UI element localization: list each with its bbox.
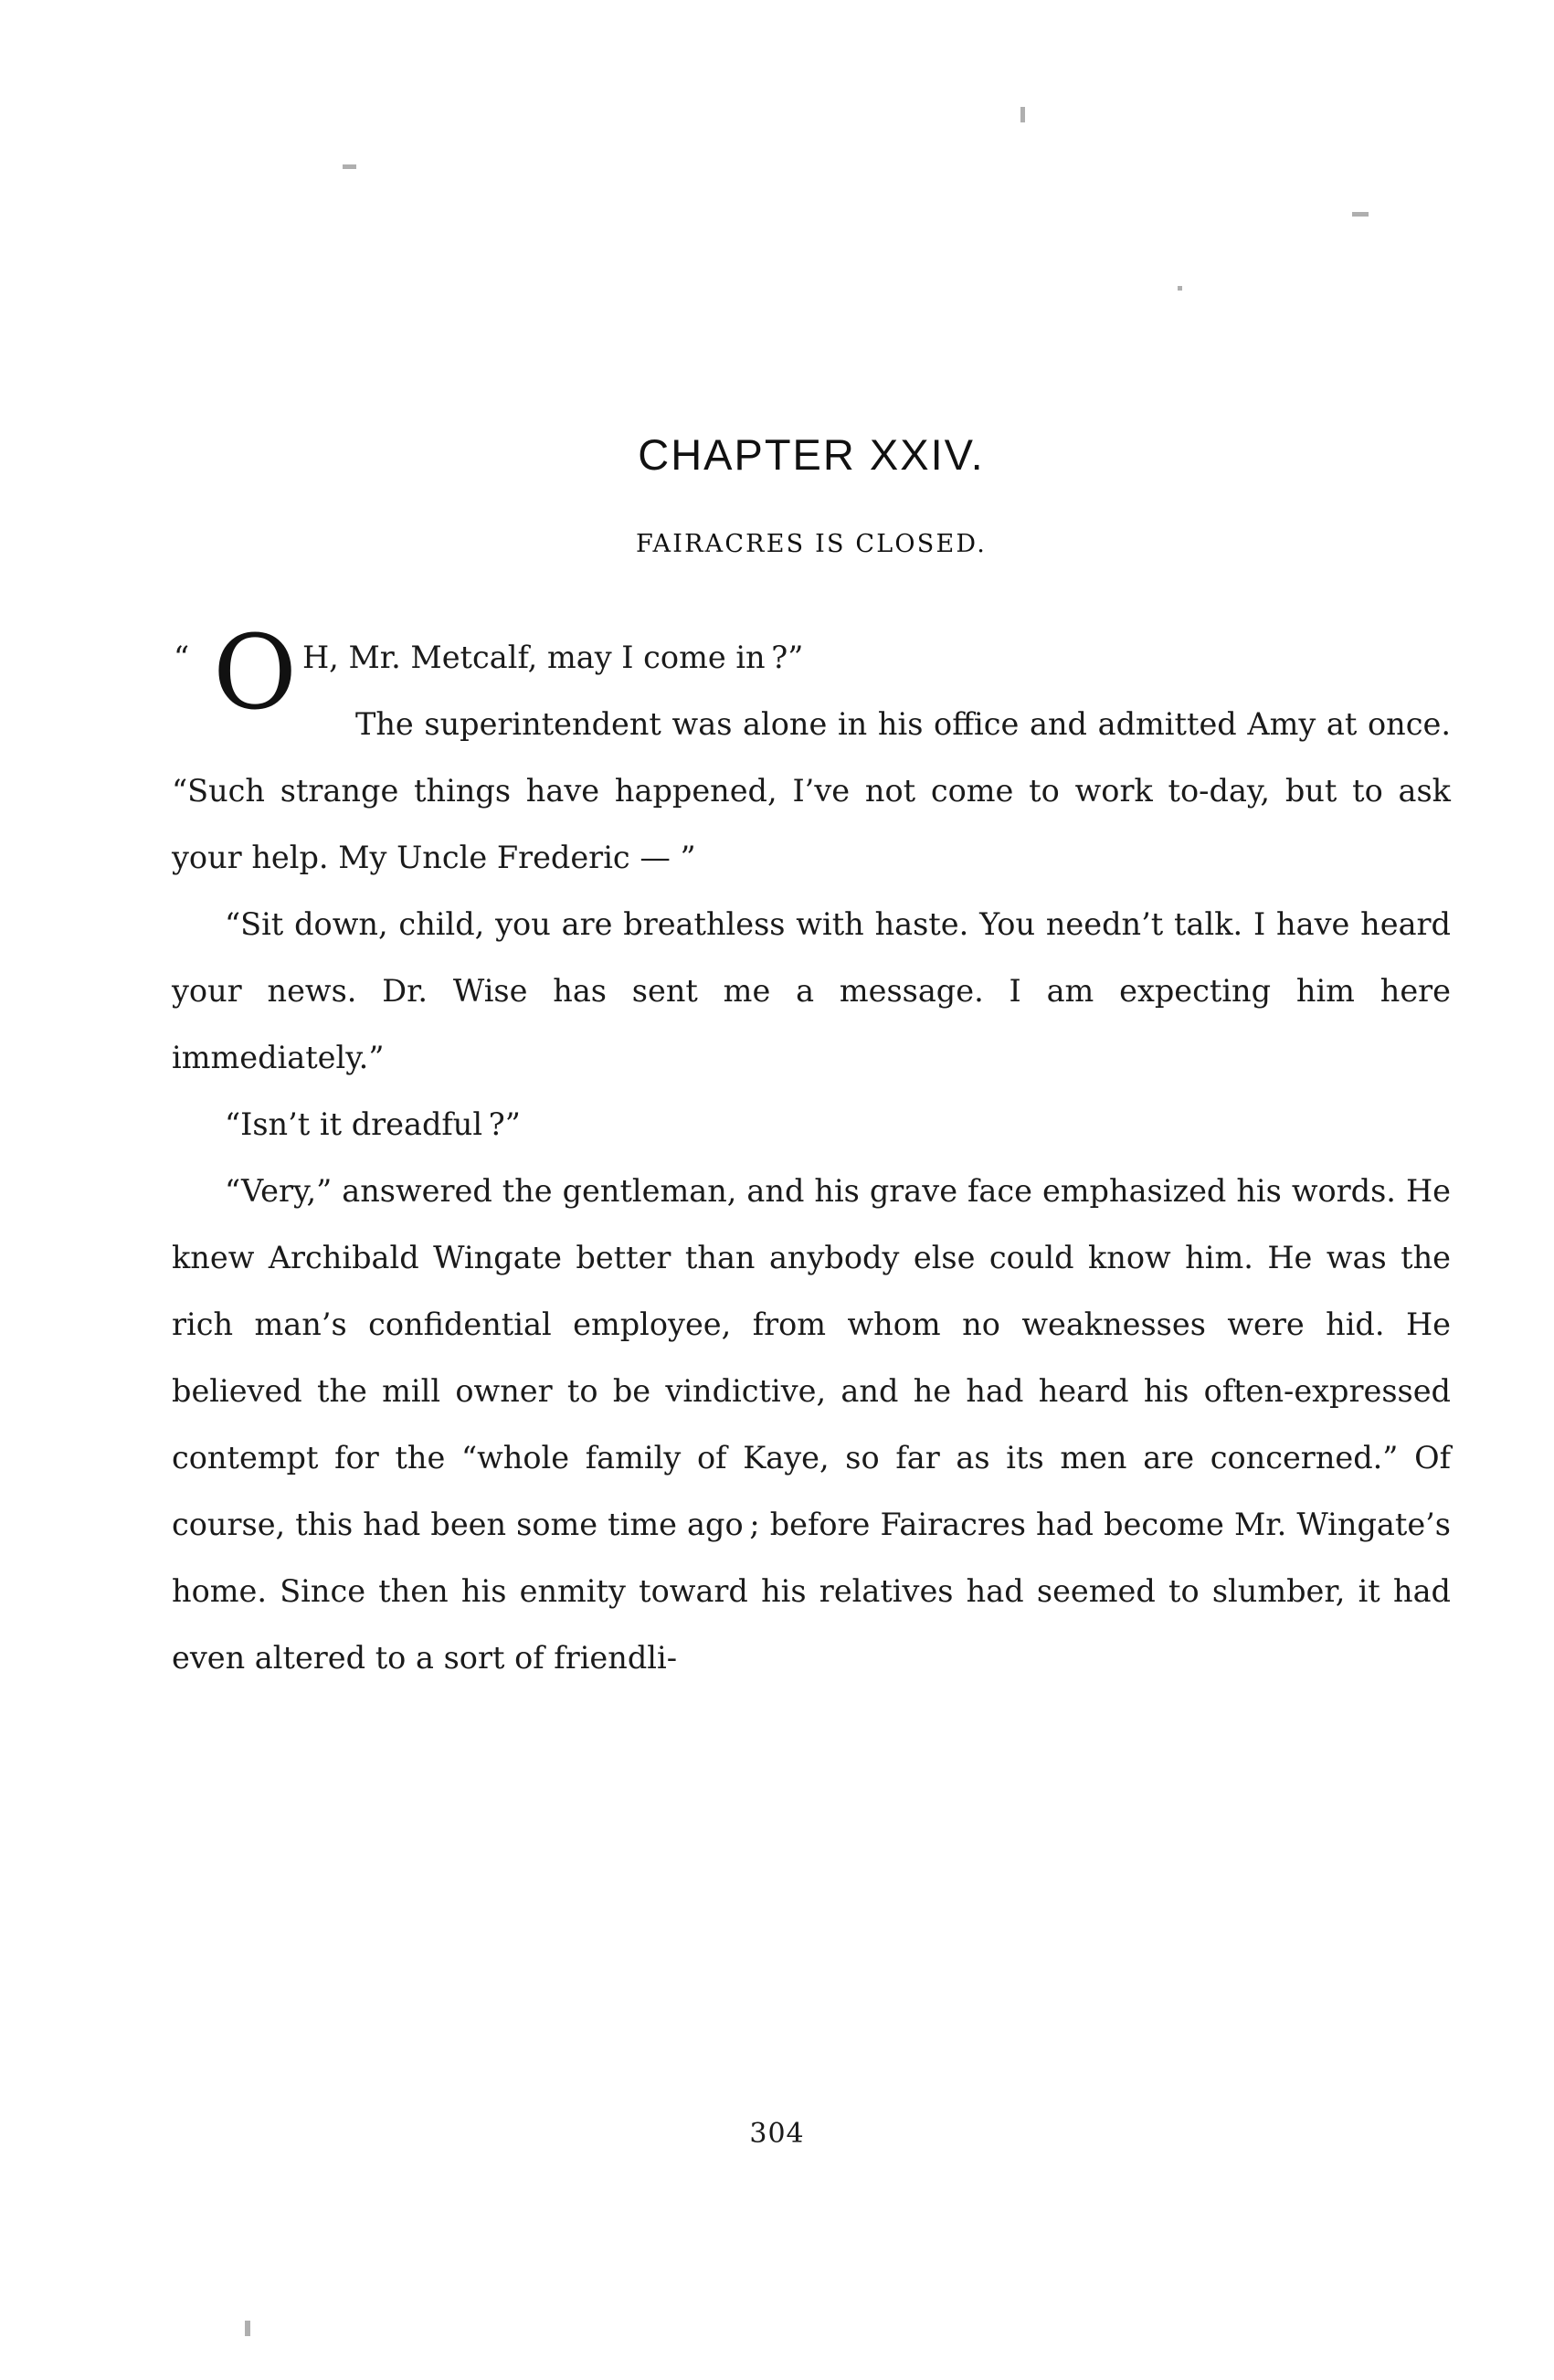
paragraph: The superintendent was alone in his office and admitted Amy at once. “Such strange things have happened, I’ve not come to work to-day, but to ask your help. My Uncle Frederic — ”: [172, 706, 1451, 875]
body-text: [172, 614, 1451, 1691]
scan-speck: [1178, 286, 1182, 291]
opening-quote-mark: “: [174, 640, 190, 675]
scan-speck: [1020, 107, 1025, 122]
scan-speck: [1352, 212, 1369, 217]
first-paragraph-block: [172, 614, 1451, 891]
scan-speck: [245, 2321, 250, 2336]
page-content: [172, 429, 1451, 1691]
drop-cap: O: [213, 614, 297, 733]
paragraph: “Sit down, child, you are breathless with haste. You needn’t talk. I have heard your news. Dr. Wise has sent me a message. I am expecting him here immediately.”: [172, 906, 1451, 1075]
paragraph: H, Mr. Metcalf, may I come in ?”: [301, 640, 804, 675]
scan-speck: [343, 164, 356, 169]
chapter-subtitle: FAIRACRES IS CLOSED.: [635, 530, 988, 558]
page-number: 304: [749, 2118, 805, 2150]
paragraph: “Isn’t it dreadful ?”: [225, 1106, 521, 1142]
chapter-title: CHAPTER XXIV.: [638, 430, 985, 479]
paragraph: “Very,” answered the gentleman, and his grave face emphasized his words. He knew Archibald Wingate better than anybody else could know him. He was the rich man’s confidential employee, from whom no weaknesses were hid. He believed the mill owner to be vindictive, and he had heard his often-expressed contempt for the “whole family of Kaye, so far as its men are concerned.” Of course, this had been some time ago ; before Fairacres had become Mr. Wingate’s home. Since then his enmity toward his relatives had seemed to slumber, it had even altered to a sort of friendli-: [172, 1173, 1451, 1676]
